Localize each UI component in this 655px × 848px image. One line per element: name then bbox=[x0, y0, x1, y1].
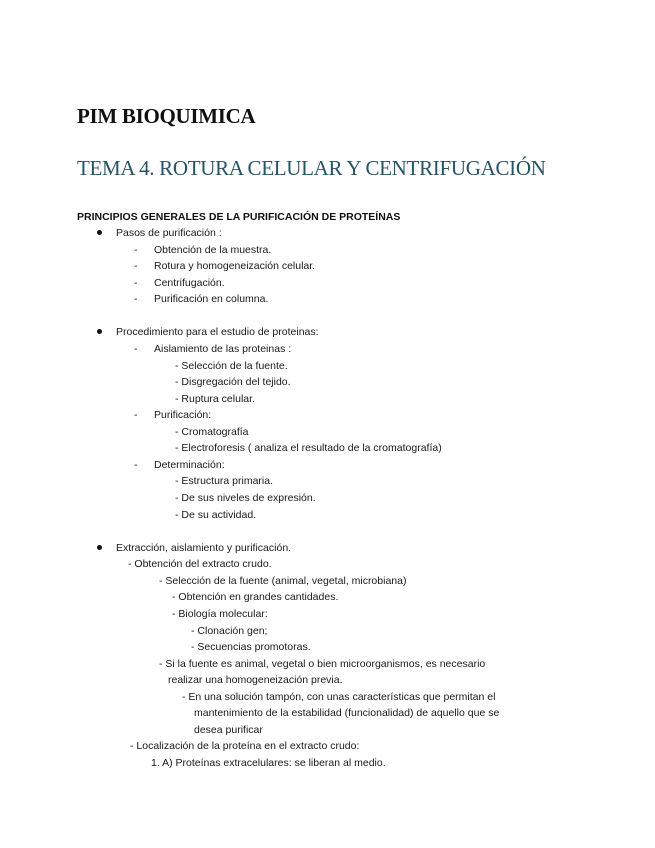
dash-marker: - bbox=[134, 277, 138, 289]
list-item: - Ruptura celular. bbox=[175, 393, 255, 405]
dash-marker: - bbox=[134, 343, 138, 355]
bullet-icon bbox=[97, 329, 102, 334]
list-item: - Obtención en grandes cantidades. bbox=[172, 591, 339, 603]
purificacion-label: Purificación: bbox=[154, 409, 212, 421]
list-item: - Obtención del extracto crudo. bbox=[128, 558, 272, 570]
document-title: PIM BIOQUIMICA bbox=[77, 104, 256, 128]
aislamiento-label: Aislamiento de las proteinas : bbox=[154, 343, 292, 355]
list-item-continuation: mantenimiento de la estabilidad (funcionalidad) de aquello que se bbox=[194, 707, 500, 719]
dash-marker: - bbox=[134, 459, 138, 471]
dash-marker: - bbox=[134, 409, 138, 421]
list-item: Obtención de la muestra. bbox=[154, 244, 272, 256]
list-item: - Clonación gen; bbox=[191, 625, 268, 637]
list-item: - De su actividad. bbox=[175, 509, 257, 521]
list-item: Rotura y homogeneización celular. bbox=[154, 260, 316, 272]
determinacion-label: Determinación: bbox=[154, 459, 225, 471]
bullet-pasos-label: Pasos de purificación : bbox=[116, 227, 222, 239]
list-item: - Electroforesis ( analiza el resultado de la cromatografía) bbox=[175, 442, 442, 454]
list-item: - En una solución tampón, con unas características que permitan el bbox=[182, 691, 496, 703]
section-heading: PRINCIPIOS GENERALES DE LA PURIFICACIÓN DE PROTEÍNAS bbox=[77, 211, 401, 223]
dash-marker: - bbox=[134, 293, 138, 305]
list-item: - Cromatografía bbox=[175, 426, 249, 438]
list-item: - Disgregación del tejido. bbox=[175, 376, 291, 388]
list-item-continuation: desea purificar bbox=[194, 724, 263, 736]
list-item-continuation: realizar una homogeneización previa. bbox=[168, 674, 343, 686]
topic-title: TEMA 4. ROTURA CELULAR Y CENTRIFUGACIÓN bbox=[77, 156, 546, 180]
dash-marker: - bbox=[134, 244, 138, 256]
list-item: - Selección de la fuente (animal, vegetal, microbiana) bbox=[159, 575, 407, 587]
list-item: Purificación en columna. bbox=[154, 293, 269, 305]
bullet-procedimiento-label: Procedimiento para el estudio de proteinas: bbox=[116, 326, 319, 338]
list-item: - Selección de la fuente. bbox=[175, 360, 288, 372]
dash-marker: - bbox=[134, 260, 138, 272]
bullet-icon bbox=[97, 230, 102, 235]
list-item: - Biología molecular: bbox=[172, 608, 268, 620]
list-item: - De sus niveles de expresión. bbox=[175, 492, 316, 504]
list-item: Centrifugación. bbox=[154, 277, 225, 289]
list-item: - Secuencias promotoras. bbox=[191, 641, 311, 653]
list-item: - Estructura primaria. bbox=[175, 475, 274, 487]
list-item: - Si la fuente es animal, vegetal o bien microorganismos, es necesario bbox=[159, 658, 486, 670]
bullet-extraccion-label: Extracción, aislamiento y purificación. bbox=[116, 542, 292, 554]
bullet-icon bbox=[97, 545, 102, 550]
list-item: - Localización de la proteína en el extracto crudo: bbox=[130, 740, 360, 752]
numbered-item: 1. A) Proteínas extracelulares: se liberan al medio. bbox=[151, 757, 386, 769]
